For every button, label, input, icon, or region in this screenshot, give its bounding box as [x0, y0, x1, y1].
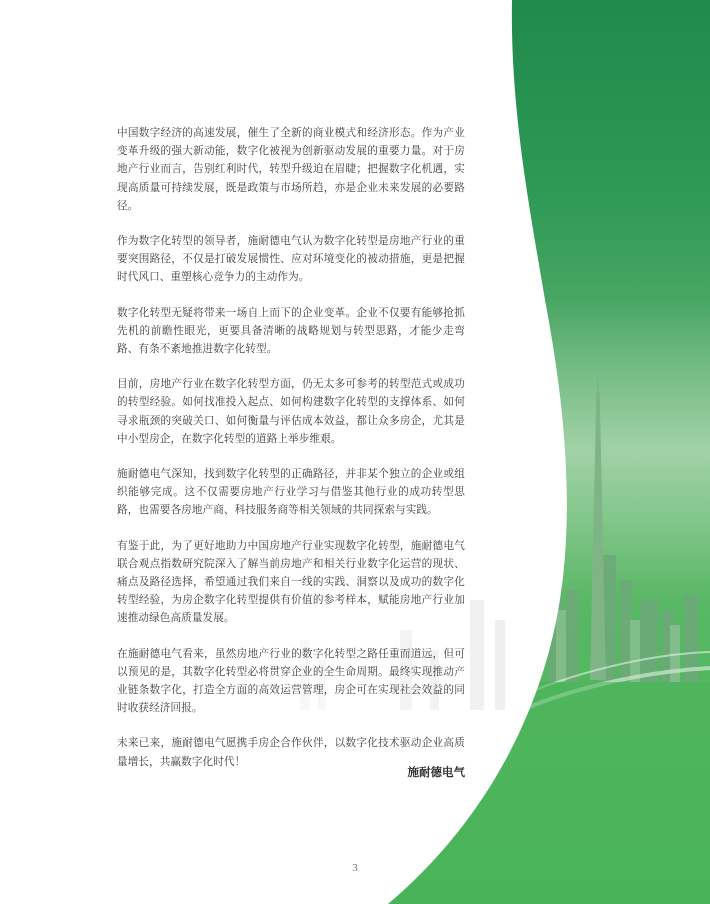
paragraph: 目前，房地产行业在数字化转型方面，仍无太多可参考的转型范式或成功的转型经验。如何找准投入起点、如何构建数字化转型的支撑体系、如何寻求瓶颈的突破关口、如何衡量与评估成本效益，都让众多房企，尤其是中小型房企，在数字化转型的道路上举步维艰。	[117, 378, 465, 445]
body-text	[117, 124, 465, 788]
page-number: 3	[352, 862, 358, 874]
paragraph: 未来已来，施耐德电气愿携手房企合作伙伴，以数字化技术驱动企业高质量增长，共赢数字化时代！	[117, 737, 465, 768]
paragraph: 中国数字经济的高速发展，催生了全新的商业模式和经济形态。作为产业变革升级的强大新动能，数字化被视为创新驱动发展的重要力量。对于房地产行业而言，告别红利时代，转型升级迫在眉睫；把握数字化机遇，实现高质量可持续发展，既是政策与市场所趋，亦是企业未来发展的必要路径。	[117, 127, 465, 212]
paragraph: 有鉴于此，为了更好地助力中国房地产行业实现数字化转型，施耐德电气联合观点指数研究院深入了解当前房地产和相关行业数字化运营的现状、痛点及路径选择，希望通过我们来自一线的实践、洞察以及成功的数字化转型经验，为房企数字化转型提供有价值的参考样本，赋能房地产行业加速推动绿色高质量发展。	[117, 539, 465, 625]
paragraph: 在施耐德电气看来，虽然房地产行业的数字化转型之路任重而道远，但可以预见的是，其数字化转型必将贯穿企业的全生命周期。最终实现推动产业链条数字化，打造全方面的高效运营管理，房企可在实现社会效益的同时收获经济回报。	[117, 647, 465, 715]
signature: 施耐德电气	[407, 765, 465, 779]
paragraph: 作为数字化转型的领导者，施耐德电气认为数字化转型是房地产行业的重要突围路径，不仅是打破发展惯性、应对环境变化的被动措施，更是把握时代风口、重塑核心竞争力的主动作为。	[117, 235, 465, 284]
paragraph: 施耐德电气深知，找到数字化转型的正确路径，并非某个独立的企业或组织能够完成。这不仅需要房地产行业学习与借鉴其他行业的成功转型思路，也需要各房地产商、科技服务商等相关领域的共同探索与实践。	[117, 468, 465, 517]
paragraph: 数字化转型无疑将带来一场自上而下的企业变革。企业不仅要有能够抢抓先机的前瞻性眼光，更要具备清晰的战略规划与转型思路，才能少走弯路、有条不紊地推进数字化转型。	[117, 306, 465, 356]
